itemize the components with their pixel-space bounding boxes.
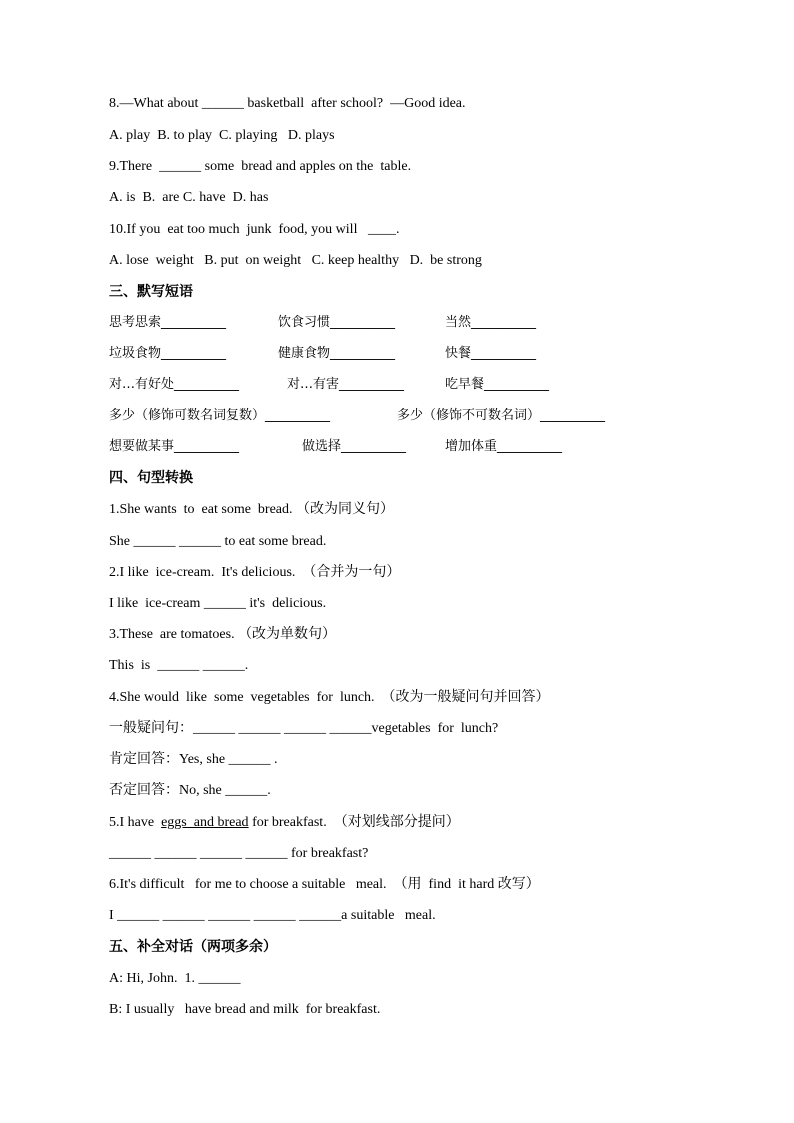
phrase-row	[109, 376, 729, 394]
transform-3: 3.These are tomatoes. （改为单数句）	[109, 627, 337, 642]
section-3-heading: 三、默写短语	[109, 284, 193, 300]
phrase-blank: 对…有害__________	[287, 377, 405, 392]
phrase-blank: 思考思索__________	[109, 315, 227, 330]
transform-6: 6.It's difficult for me to choose a suitable meal. （用 find it hard 改写）	[109, 877, 540, 892]
transform-4: 4.She would like some vegetables for lunch. （改为一般疑问句并回答）	[109, 690, 550, 705]
phrase-blank: 多少（修饰不可数名词）__________	[397, 408, 606, 423]
phrase-row	[109, 345, 729, 363]
transform-4-yes: 肯定回答：Yes, she ______ .	[109, 752, 278, 767]
dialog-line: A: Hi, John. 1. ______	[109, 971, 241, 986]
question-9-options: A. is B. are C. have D. has	[109, 190, 269, 205]
question-8: 8.—What about ______ basketball after school? —Good idea.	[109, 96, 466, 111]
transform-6-answer: I ______ ______ ______ ______ ______a suitable meal.	[109, 908, 436, 923]
transform-4-no: 否定回答：No, she ______.	[109, 783, 271, 798]
transform-1: 1.She wants to eat some bread. （改为同义句）	[109, 502, 395, 517]
phrase-blank: 增加体重__________	[445, 439, 563, 454]
phrase-blank: 吃早餐__________	[445, 377, 550, 392]
question-8-options: A. play B. to play C. playing D. plays	[109, 128, 335, 143]
phrase-blank: 快餐__________	[445, 346, 537, 361]
question-10: 10.If you eat too much junk food, you will ____.	[109, 222, 400, 237]
phrase-row	[109, 407, 729, 425]
dialog-line: B: I usually have bread and milk for breakfast.	[109, 1002, 381, 1017]
phrase-blank: 饮食习惯__________	[278, 315, 396, 330]
phrase-row	[109, 314, 729, 332]
transform-5-post: for breakfast. （对划线部分提问）	[248, 815, 460, 830]
transform-5-pre: 5.I have	[109, 815, 162, 830]
section-5-heading: 五、补全对话（两项多余）	[109, 939, 277, 955]
transform-5	[109, 814, 460, 832]
section-4-heading: 四、句型转换	[109, 470, 193, 486]
phrase-blank: 想要做某事__________	[109, 439, 240, 454]
phrase-row	[109, 438, 729, 456]
transform-2-answer: I like ice-cream ______ it's delicious.	[109, 596, 327, 611]
phrase-blank: 垃圾食物__________	[109, 346, 227, 361]
phrase-blank: 当然__________	[445, 315, 537, 330]
phrase-blank: 对…有好处__________	[109, 377, 240, 392]
transform-1-answer: She ______ ______ to eat some bread.	[109, 534, 327, 549]
phrase-blank: 多少（修饰可数名词复数）__________	[109, 408, 331, 423]
transform-4-question: 一般疑问句：______ ______ ______ ______vegetables for lunch?	[109, 721, 499, 736]
question-9: 9.There ______ some bread and apples on the table.	[109, 159, 412, 174]
transform-5-answer: ______ ______ ______ ______ for breakfast?	[109, 846, 369, 861]
transform-3-answer: This is ______ ______.	[109, 658, 249, 673]
transform-5-underlined: eggs and bread	[161, 815, 249, 830]
phrase-blank: 做选择__________	[302, 439, 407, 454]
transform-2: 2.I like ice-cream. It's delicious. （合并为一句）	[109, 565, 401, 580]
phrase-blank: 健康食物__________	[278, 346, 396, 361]
question-10-options: A. lose weight B. put on weight C. keep healthy D. be strong	[109, 253, 482, 268]
